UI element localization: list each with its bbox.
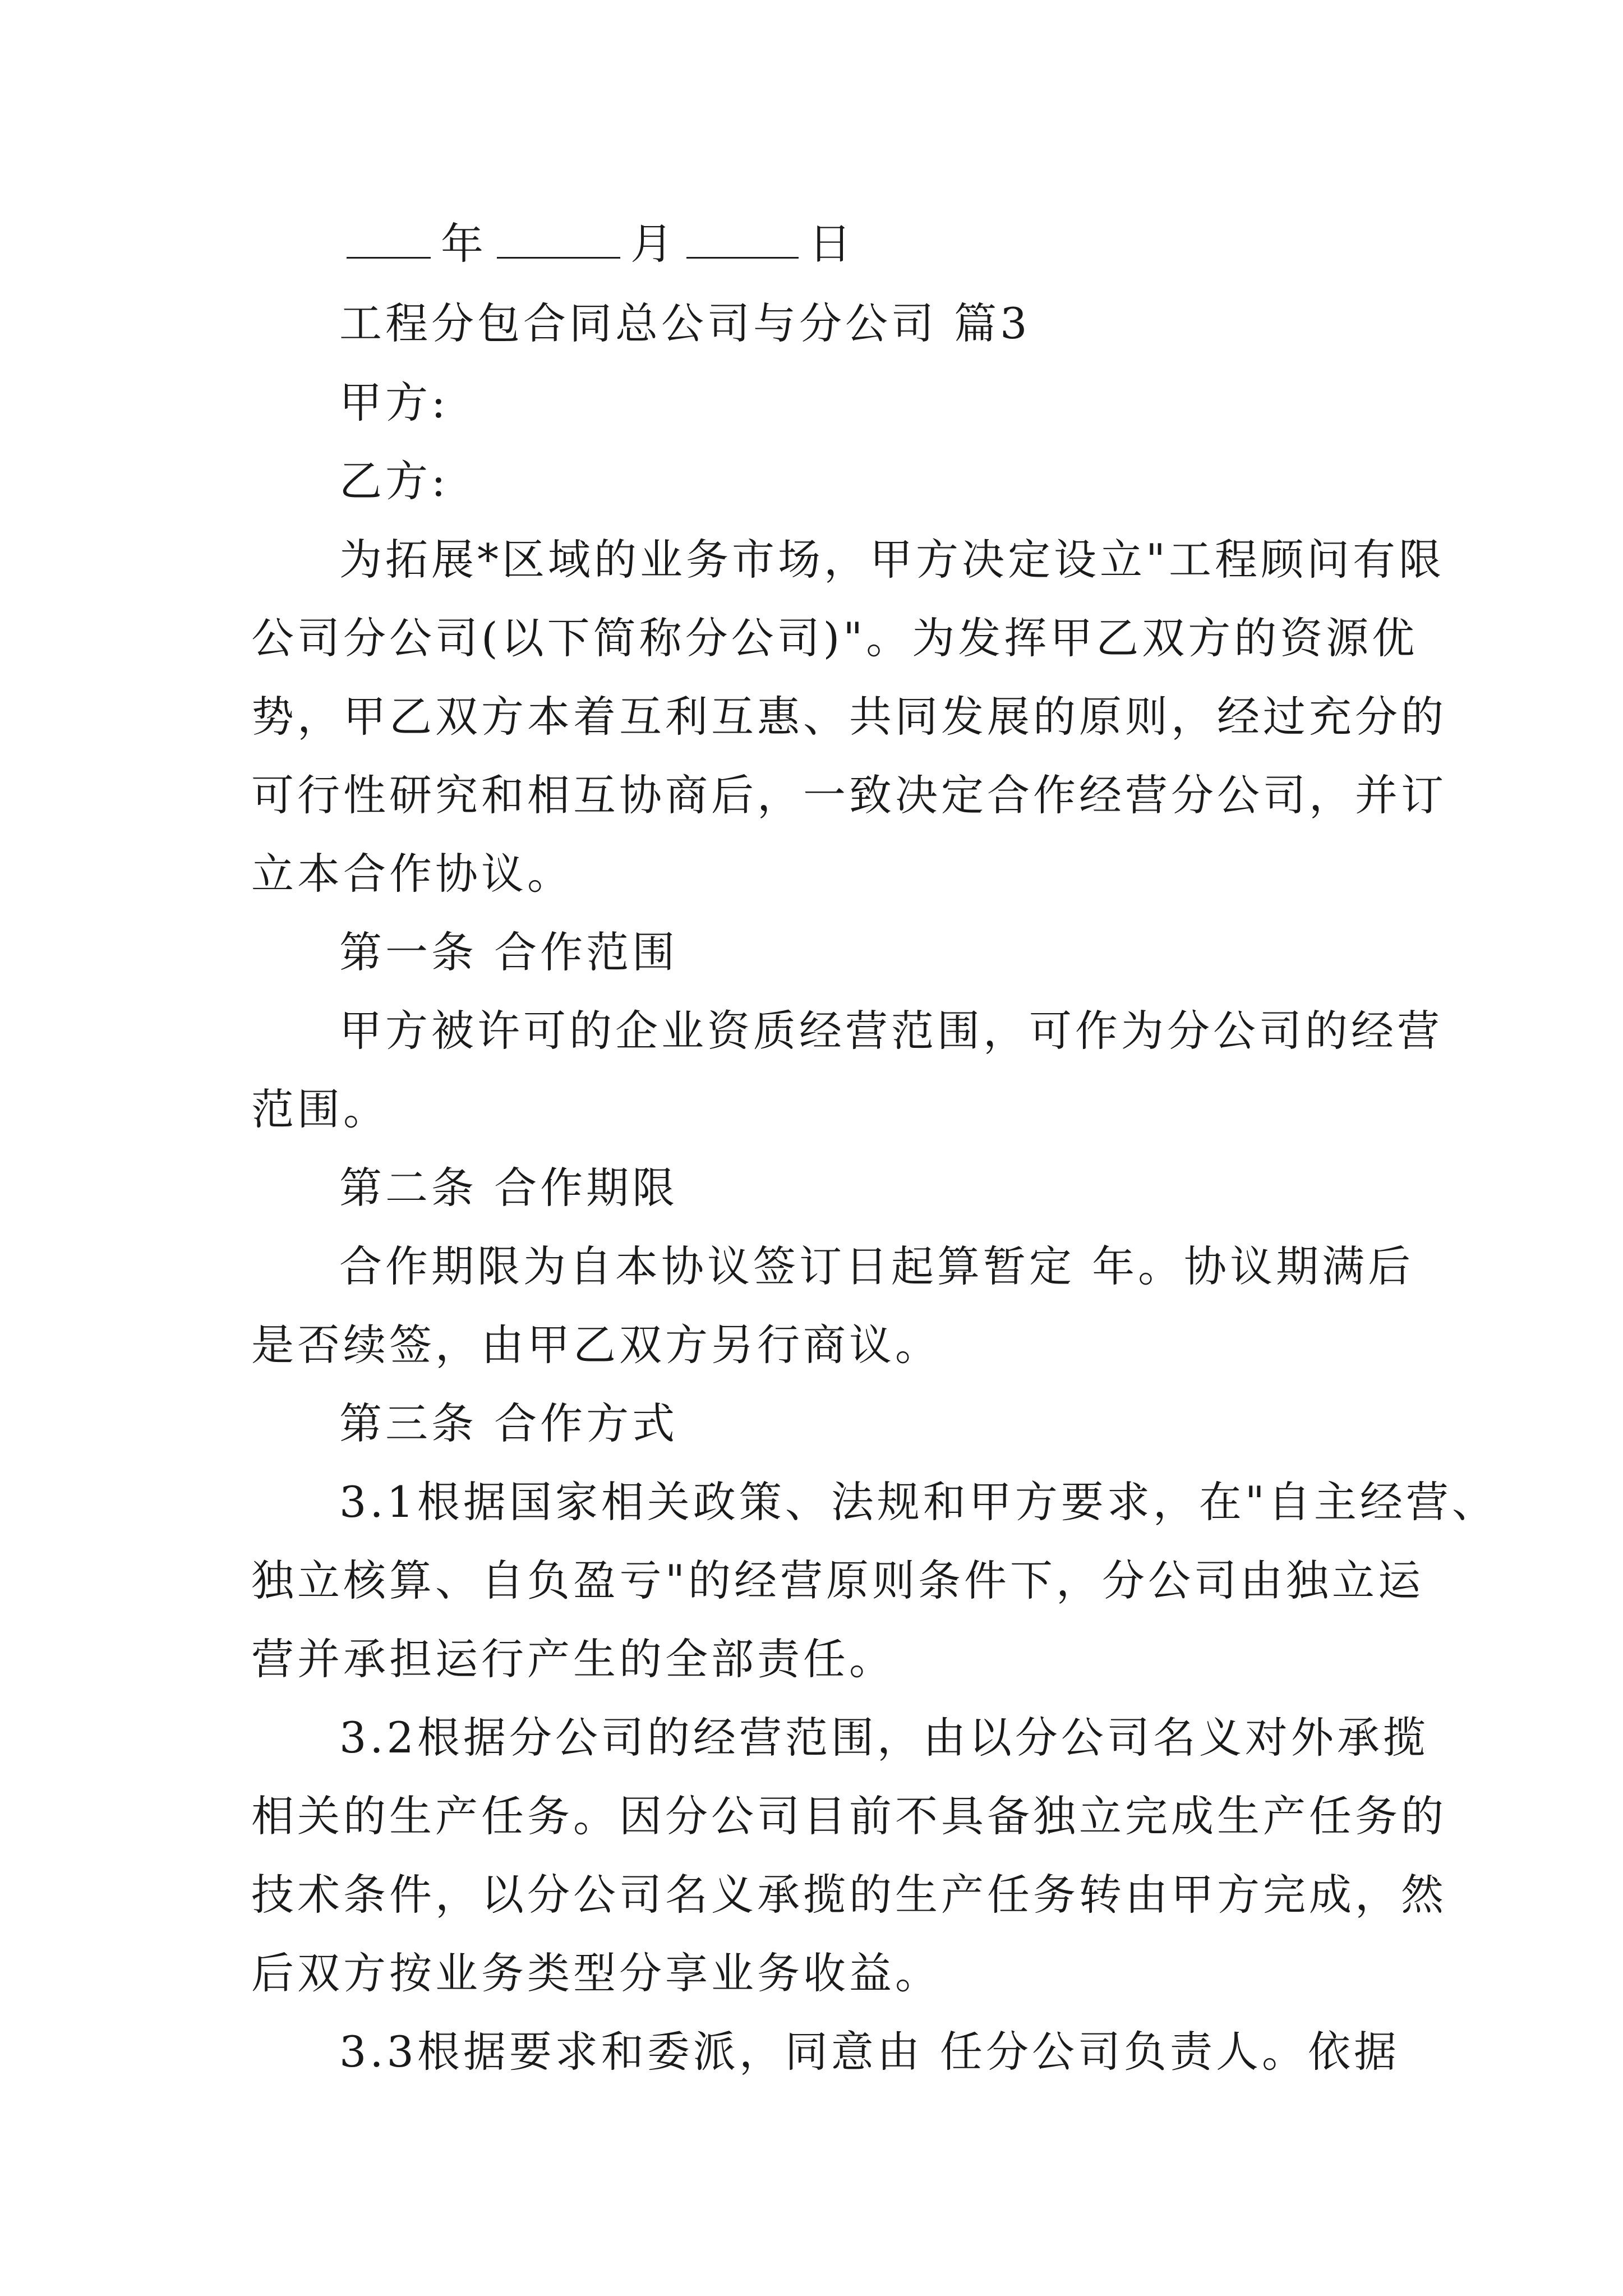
day-label: 日 — [809, 219, 855, 269]
paragraph-line: 立本合作协议。 — [251, 849, 573, 899]
paragraph-line: 可行性研究和相互协商后，一致决定合作经营分公司，并订 — [251, 770, 1447, 820]
paragraph-line: 3.3根据要求和委派，同意由 任分公司负责人。依据 — [339, 2027, 1400, 2077]
paragraph-line: 后双方按业务类型分享业务收益。 — [251, 1948, 941, 1998]
month-blank — [497, 218, 620, 259]
paragraph-line: 势，甲乙双方本着互利互惠、共同发展的原则，经过充分的 — [251, 692, 1447, 742]
paragraph-line: 为拓展*区域的业务市场，甲方决定设立"工程顾问有限 — [339, 535, 1445, 585]
paragraph-line: 3.2根据分公司的经营范围，由以分公司名义对外承揽 — [339, 1713, 1429, 1763]
paragraph-line: 合作期限为自本协议签订日起算暂定 年。协议期满后 — [339, 1241, 1414, 1291]
paragraph-line: 相关的生产任务。因分公司目前不具备独立完成生产任务的 — [251, 1791, 1447, 1841]
day-blank — [686, 218, 799, 259]
paragraph-line: 公司分公司(以下简称分公司)"。为发挥甲乙双方的资源优 — [251, 613, 1418, 663]
paragraph-line: 营并承担运行产生的全部责任。 — [251, 1634, 895, 1684]
year-blank — [347, 218, 431, 259]
article-heading: 第三条 合作方式 — [339, 1398, 679, 1448]
section-title: 工程分包合同总公司与分公司 篇3 — [339, 298, 1031, 348]
article-heading: 第一条 合作范围 — [339, 927, 679, 977]
paragraph-line: 3.1根据国家相关政策、法规和甲方要求，在"自主经营、 — [339, 1477, 1498, 1527]
paragraph-line: 甲方被许可的企业资质经营范围，可作为分公司的经营 — [339, 1006, 1443, 1056]
paragraph-line: 独立核算、自负盈亏"的经营原则条件下，分公司由独立运 — [251, 1556, 1424, 1605]
date-line — [336, 216, 1469, 272]
paragraph-line: 范围。 — [251, 1084, 389, 1134]
paragraph-line: 是否续签，由甲乙双方另行商议。 — [251, 1320, 941, 1370]
month-label: 月 — [630, 219, 676, 269]
year-label: 年 — [441, 219, 487, 269]
party-b-label: 乙方: — [339, 456, 449, 506]
article-heading: 第二条 合作期限 — [339, 1163, 679, 1213]
party-a-label: 甲方: — [339, 378, 449, 427]
paragraph-line: 技术条件，以分公司名义承揽的生产任务转由甲方完成，然 — [251, 1870, 1447, 1920]
